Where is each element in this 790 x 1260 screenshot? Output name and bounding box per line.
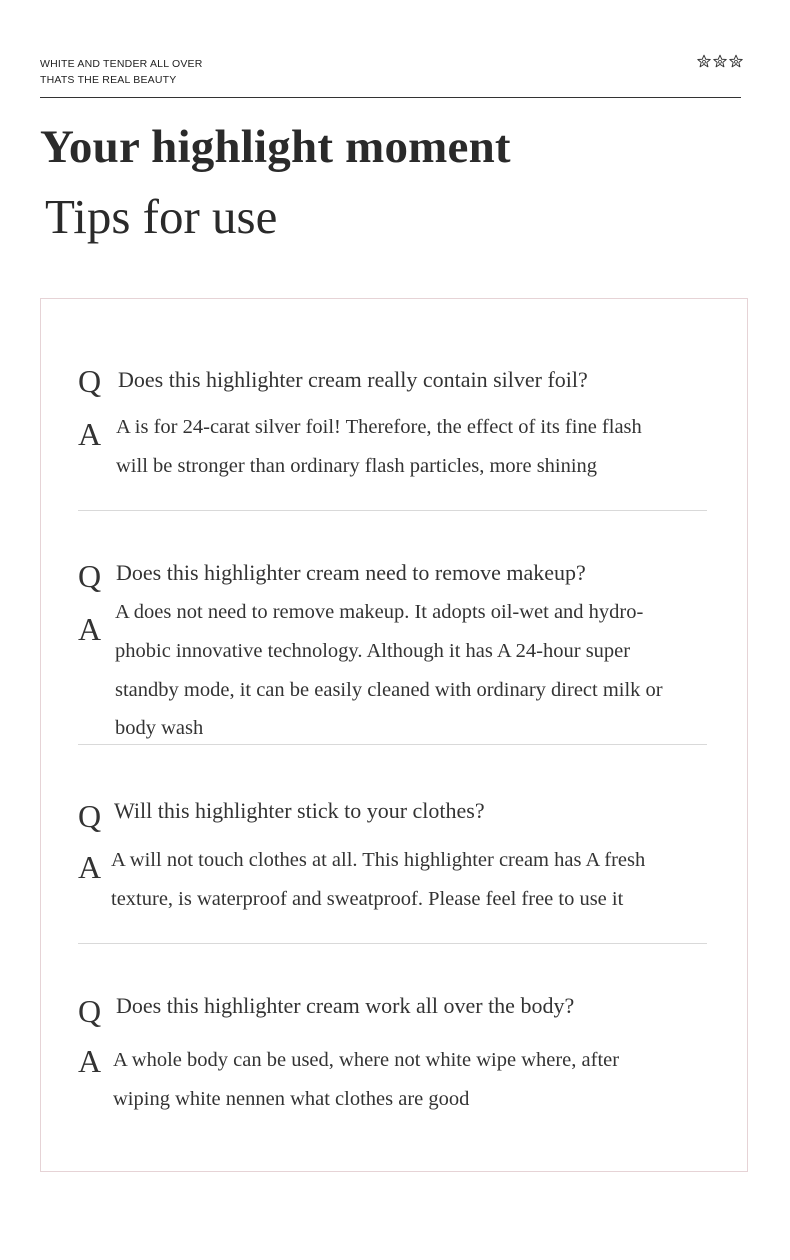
faq-divider [78,744,707,745]
faq-answer-line: wiping white nennen what clothes are good [113,1088,470,1110]
faq-answer-line: texture, is waterproof and sweatproof. Please feel free to use it [111,888,624,910]
flower-star-icon [728,54,744,70]
faq-question: Does this highlighter cream need to remove makeup? [116,560,586,585]
flower-star-icon [696,54,712,70]
q-label: Q [78,558,102,594]
header-tagline [40,56,203,88]
tagline-line-2: THATS THE REAL BEAUTY [40,74,177,86]
faq-answer-line: A does not need to remove makeup. It adopts oil-wet and hydro- [115,601,644,623]
q-label: Q [78,363,102,399]
header-divider [40,97,741,98]
faq-answer-line: phobic innovative technology. Although it has A 24-hour super [115,640,631,662]
tagline-line-1: WHITE AND TENDER ALL OVER [40,58,203,70]
faq-divider [78,943,707,944]
q-label: Q [78,798,102,834]
faq-divider [78,510,707,511]
decorative-stars [696,54,744,70]
faq-answer-line: body wash [115,717,204,739]
page-subtitle: Tips for use [45,189,278,244]
faq-answer-line: standby mode, it can be easily cleaned with ordinary direct milk or [115,679,663,701]
faq-question: Does this highlighter cream really contain silver foil? [118,367,588,392]
faq-card [40,298,748,1172]
faq-question: Will this highlighter stick to your clothes? [114,798,485,823]
faq-answer-line: A will not touch clothes at all. This highlighter cream has A fresh [111,849,646,871]
a-label: A [78,611,102,647]
faq-answer-line: will be stronger than ordinary flash particles, more shining [116,455,598,477]
a-label: A [78,1043,102,1079]
a-label: A [78,849,102,885]
q-label: Q [78,993,102,1029]
a-label: A [78,416,102,452]
faq-answer-line: A is for 24-carat silver foil! Therefore, the effect of its fine flash [116,416,642,438]
faq-question: Does this highlighter cream work all over the body? [116,993,575,1018]
page-title: Your highlight moment [40,121,511,173]
flower-star-icon [712,54,728,70]
faq-answer-line: A whole body can be used, where not white wipe where, after [113,1049,620,1071]
